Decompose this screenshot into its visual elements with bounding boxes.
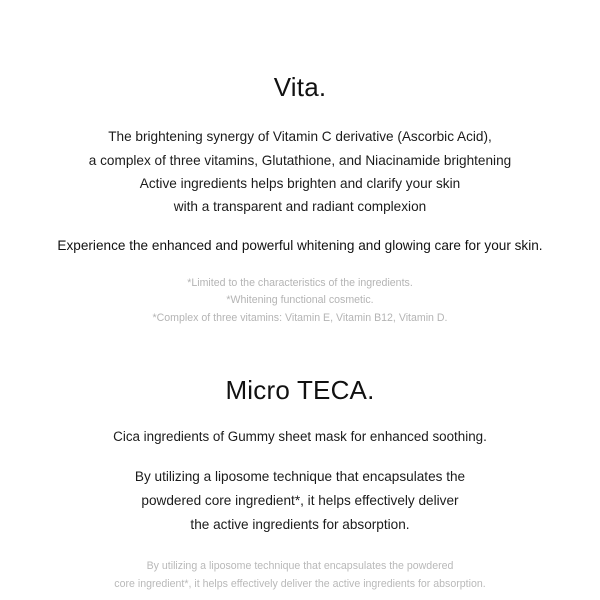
micro-teca-footnotes: [114, 557, 485, 593]
micro-teca-heading: Micro TECA.: [225, 375, 375, 406]
micro-teca-footnote-2: core ingredient*, it helps effectively deliver the active ingredients for absorption.: [114, 577, 486, 590]
micro-teca-description-line-3: the active ingredients for absorption.: [190, 516, 410, 532]
micro-teca-footnote-1: By utilizing a liposome technique that encapsulates the powdered: [146, 559, 454, 572]
micro-teca-description-line-2: powdered core ingredient*, it helps effectively deliver: [141, 492, 459, 508]
vita-footnote-3: *Complex of three vitamins: Vitamin E, Vitamin B12, Vitamin D.: [152, 311, 448, 324]
micro-teca-description-line-1: By utilizing a liposome technique that encapsulates the: [134, 469, 466, 485]
vita-footnote-1: *Limited to the characteristics of the ingredients.: [187, 276, 413, 289]
vita-emphasis: Experience the enhanced and powerful whitening and glowing care for your skin.: [57, 237, 543, 253]
vita-description: [89, 125, 511, 219]
vita-description-line-1: The brightening synergy of Vitamin C derivative (Ascorbic Acid),: [108, 129, 492, 145]
vita-heading: Vita.: [273, 72, 327, 102]
vita-description-line-3: Active ingredients helps brighten and clarify your skin: [139, 175, 461, 191]
micro-teca-description: [135, 465, 465, 536]
vita-description-line-4: with a transparent and radiant complexion: [173, 199, 427, 215]
vita-description-line-2: a complex of three vitamins, Glutathione, and Niacinamide brightening: [88, 152, 512, 168]
vita-footnote-2: *Whitening functional cosmetic.: [226, 294, 374, 307]
vita-footnotes: [153, 275, 448, 327]
micro-teca-lead: Cica ingredients of Gummy sheet mask for enhanced soothing.: [113, 429, 487, 445]
vita-section: [20, 72, 580, 327]
micro-teca-section: [20, 375, 580, 592]
